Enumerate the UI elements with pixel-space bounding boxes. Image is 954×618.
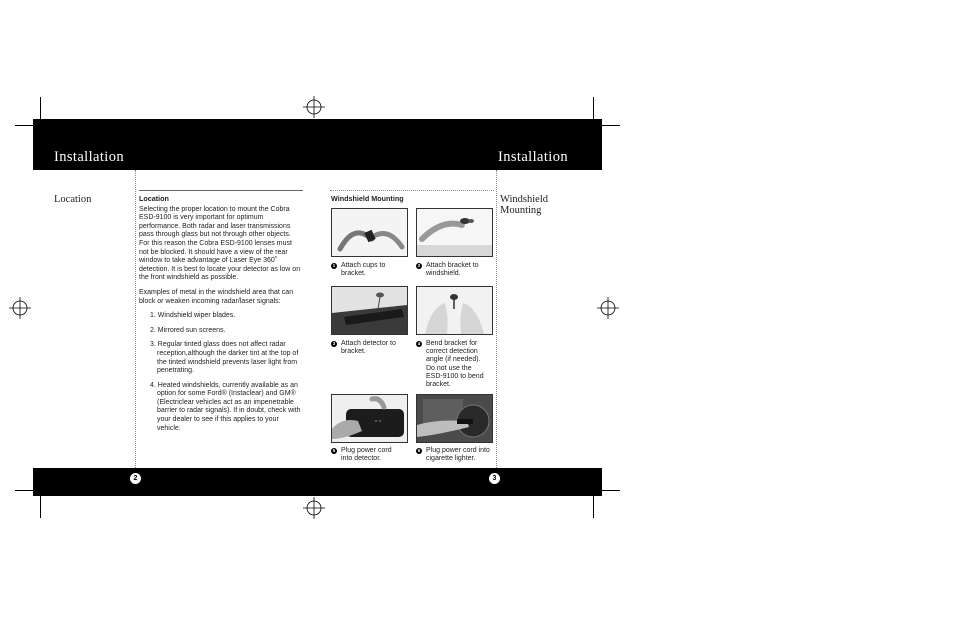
crop-mark	[40, 97, 41, 119]
crop-mark	[602, 490, 620, 491]
step-caption	[331, 447, 409, 463]
registration-mark-icon	[303, 497, 325, 519]
page-number-right: 3	[489, 473, 500, 484]
step-caption	[416, 262, 494, 278]
step-text: Attach bracket to windshield.	[426, 262, 479, 278]
step-number-2: 2	[417, 262, 421, 268]
step-caption	[416, 340, 494, 389]
photo-plug-lighter	[416, 394, 493, 443]
photo-attach-detector	[331, 286, 408, 335]
section-rule	[139, 190, 303, 191]
list-item: 3. Regular tinted glass does not affect radar reception,although the darker tint at the top of the tinted windshield prevents laser light from penetrating.	[150, 341, 299, 375]
examples-paragraph: Examples of metal in the windshield area that can block or weaken incoming radar/laser signals:	[139, 288, 294, 305]
crop-mark	[40, 496, 41, 518]
step-number-5: 5	[332, 447, 336, 453]
step-caption	[331, 340, 409, 356]
photo-plug-detector	[331, 394, 408, 443]
crop-mark	[15, 125, 33, 126]
step-number-4: 4	[417, 340, 421, 346]
photo-attach-cups	[331, 208, 408, 257]
location-heading: Location	[139, 194, 169, 203]
registration-mark-icon	[9, 297, 31, 319]
location-section	[139, 195, 302, 439]
right-side-title: Windshield Mounting	[500, 194, 548, 216]
windshield-mounting-heading: Windshield Mounting	[331, 194, 404, 203]
left-side-title: Location	[54, 194, 92, 205]
section-rule	[330, 190, 494, 191]
page-number-left: 2	[130, 473, 141, 484]
step-text: Plug power cord into cigarette lighter.	[426, 447, 490, 463]
step-caption	[416, 447, 494, 463]
registration-mark-icon	[303, 96, 325, 118]
step-text: Plug power cord into detector.	[341, 447, 392, 463]
location-paragraph: Selecting the proper location to mount the Cobra ESD-9100 is very important for optimum performance. Both radar and laser transmissions pass through glass but not through other objects. For this reason the Cobra ESD-9100 lenses must not be blocked. It should have a view of the rear window to take advantage of Laser Eye 360˚ detection. It is best to locate your detector as low on the front windshield as possible.	[139, 205, 301, 282]
registration-mark-icon	[597, 297, 619, 319]
step-number-3: 3	[332, 340, 336, 346]
crop-mark	[593, 496, 594, 518]
step-caption	[331, 262, 409, 278]
step-text: Attach detector to bracket.	[341, 340, 396, 356]
photo-bend-bracket	[416, 286, 493, 335]
list-item: 4. Heated windshields, currently available as an option for some Ford® (Instaclear) and GM® (Electriclear vehicles act as an impenetrable barrier to radar signals). If in doubt, check with your dealer to see if this applies to your vehicle.	[150, 381, 301, 432]
footer-bar	[33, 468, 602, 496]
crop-mark	[15, 490, 33, 491]
column-divider	[135, 170, 136, 468]
right-page-title: Installation	[498, 149, 569, 165]
step-number-6: 6	[417, 447, 421, 453]
crop-mark	[602, 125, 620, 126]
list-item: 1. Windshield wiper blades.	[150, 312, 236, 320]
step-text: Attach cups to bracket.	[341, 262, 386, 278]
column-divider	[496, 170, 497, 468]
photo-attach-bracket	[416, 208, 493, 257]
examples-list	[139, 312, 302, 433]
step-text: Bend bracket for correct detection angle (if needed). Do not use the ESD-9100 to bend bracket.	[426, 340, 484, 389]
crop-mark	[593, 97, 594, 119]
left-page-title: Installation	[54, 149, 125, 165]
step-number-1: 1	[332, 262, 336, 268]
list-item: 2. Mirrored sun screens.	[150, 326, 226, 334]
